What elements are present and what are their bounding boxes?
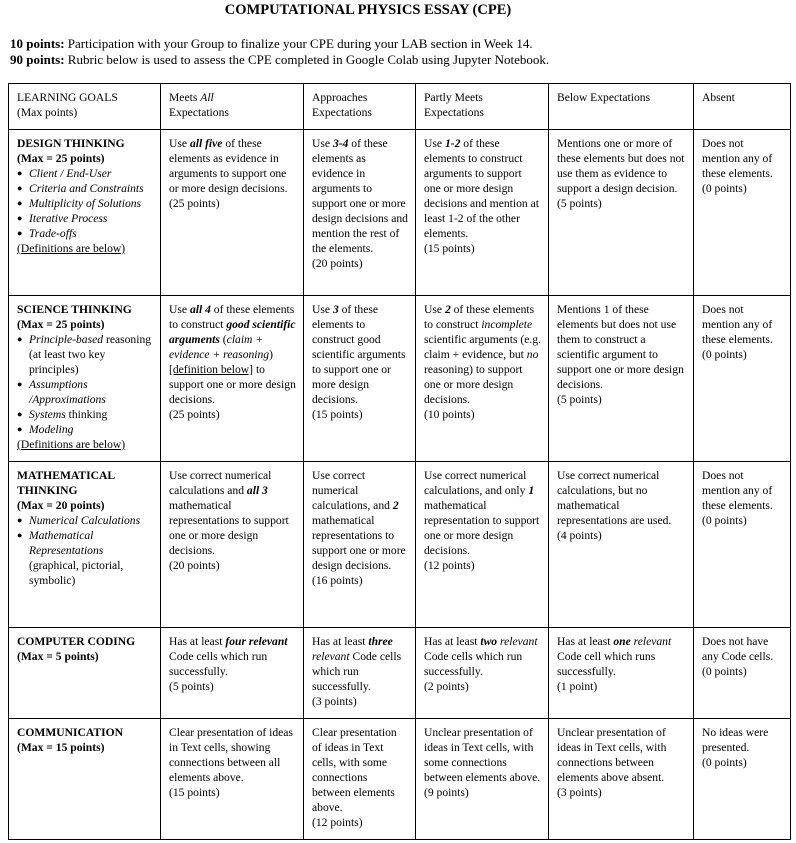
intro-line-rubric <box>10 52 549 68</box>
header-absent: Absent <box>694 84 791 130</box>
cell-design-partly: Use 1-2 of these elements to construct arguments to support one or more design decisions and mention at least 1-2 of the other elements. (15 points) <box>416 130 549 296</box>
intro-line-participation <box>10 36 533 52</box>
cell-science-below: Mentions 1 of these elements but does not use them to construct a scientific argument to support one or more design decisions. (5 points) <box>549 296 694 462</box>
cell-coding-partly: Has at least two relevant Code cells which run successfully. (2 points) <box>416 628 549 719</box>
cell-coding-absent: Does not have any Code cells. (0 points) <box>694 628 791 719</box>
cell-coding-approaches: Has at least three relevant Code cells which run successfully. (3 points) <box>304 628 416 719</box>
intro-points-label: 90 points: <box>10 52 65 67</box>
header-below: Below Expectations <box>549 84 694 130</box>
list-item: ● Numerical Calculations <box>17 513 153 528</box>
cell-communication-absent: No ideas were presented. (0 points) <box>694 719 791 840</box>
goal-design-thinking: DESIGN THINKING (Max = 25 points) ● Client / End-User ● Criteria and Constraints ● Multiplicity of Solutions ● Iterative Process ● Trade-offs (Definitions are below) <box>9 130 161 296</box>
list-item: ● Multiplicity of Solutions <box>17 196 153 211</box>
cell-science-approaches: Use 3 of these elements to construct good scientific arguments to support one or more design decisions. (15 points) <box>304 296 416 462</box>
row-communication <box>9 719 791 840</box>
cell-math-approaches: Use correct numerical calculations, and 2 mathematical representations to support one or more design decisions. (16 points) <box>304 462 416 628</box>
cell-communication-approaches: Clear presentation of ideas in Text cells, with some connections between elements above. (12 points) <box>304 719 416 840</box>
cell-design-approaches: Use 3-4 of these elements as evidence in arguments to support one or more design decisions and mention the rest of the elements. (20 points) <box>304 130 416 296</box>
header-approaches: Approaches Expectations <box>304 84 416 130</box>
list-item: ● Systems thinking <box>17 407 153 422</box>
cell-communication-meets: Clear presentation of ideas in Text cells, showing connections between all elements above. (15 points) <box>161 719 304 840</box>
goal-mathematical-thinking: MATHEMATICAL THINKING (Max = 20 points) ● Numerical Calculations ● Mathematical Representations (graphical, pictorial, symbolic) <box>9 462 161 628</box>
math-elements-list <box>17 513 153 588</box>
cell-science-partly: Use 2 of these elements to construct incomplete scientific arguments (e.g. claim + evidence, but no reasoning) to support one or more design decisions. (10 points) <box>416 296 549 462</box>
design-elements-list <box>17 166 153 241</box>
list-item: ● Modeling <box>17 422 153 437</box>
definitions-note: (Definitions are below) <box>17 438 126 451</box>
cell-design-below: Mentions one or more of these elements but does not use them as evidence to support a design decision. (5 points) <box>549 130 694 296</box>
cell-design-absent: Does not mention any of these elements. (0 points) <box>694 130 791 296</box>
header-meets-all: Meets All Expectations <box>161 84 304 130</box>
list-item: ● Principle-based reasoning (at least two key principles) <box>17 332 153 377</box>
row-science-thinking <box>9 296 791 462</box>
row-mathematical-thinking <box>9 462 791 628</box>
cell-communication-below: Unclear presentation of ideas in Text cells, with connections between elements above absent. (3 points) <box>549 719 694 840</box>
cell-math-below: Use correct numerical calculations, but no mathematical representations are used. (4 points) <box>549 462 694 628</box>
document-title: COMPUTATIONAL PHYSICS ESSAY (CPE) <box>224 2 512 18</box>
list-item: ● Trade-offs <box>17 226 153 241</box>
header-learning-goals: LEARNING GOALS (Max points) <box>9 84 161 130</box>
list-item: ● Iterative Process <box>17 211 153 226</box>
definitions-note: (Definitions are below) <box>17 242 126 255</box>
list-item: ● Mathematical Representations (graphical, pictorial, symbolic) <box>17 528 153 588</box>
list-item: ● Assumptions /Approximations <box>17 377 153 407</box>
cell-coding-below: Has at least one relevant Code cell which runs successfully. (1 point) <box>549 628 694 719</box>
cell-communication-partly: Unclear presentation of ideas in Text cells, with some connections between elements above. (9 points) <box>416 719 549 840</box>
intro-points-label: 10 points: <box>10 36 65 51</box>
intro-text: Participation with your Group to finalize your CPE during your LAB section in Week 14. <box>64 36 533 51</box>
science-elements-list <box>17 332 153 437</box>
row-design-thinking <box>9 130 791 296</box>
cell-math-meets: Use correct numerical calculations and all 3 mathematical representations to support one or more design decisions. (20 points) <box>161 462 304 628</box>
cell-math-absent: Does not mention any of these elements. (0 points) <box>694 462 791 628</box>
cell-science-absent: Does not mention any of these elements. (0 points) <box>694 296 791 462</box>
rubric-table <box>8 83 791 840</box>
goal-computer-coding: COMPUTER CODING (Max = 5 points) <box>9 628 161 719</box>
cell-design-meets: Use all five of these elements as evidence in arguments to support one or more design decisions. (25 points) <box>161 130 304 296</box>
list-item: ● Client / End-User <box>17 166 153 181</box>
intro-text: Rubric below is used to assess the CPE completed in Google Colab using Jupyter Notebook. <box>64 52 550 67</box>
row-computer-coding <box>9 628 791 719</box>
cell-math-partly: Use correct numerical calculations, and only 1 mathematical representation to support one or more design decisions. (12 points) <box>416 462 549 628</box>
header-row <box>9 84 791 130</box>
cell-science-meets: Use all 4 of these elements to construct good scientific arguments (claim + evidence + reasoning) [definition below] to support one or more design decisions. (25 points) <box>161 296 304 462</box>
cell-coding-meets: Has at least four relevant Code cells which run successfully. (5 points) <box>161 628 304 719</box>
header-partly-meets: Partly Meets Expectations <box>416 84 549 130</box>
goal-science-thinking: SCIENCE THINKING (Max = 25 points) ● Principle-based reasoning (at least two key principles) ● Assumptions /Approximations ● Systems thinking ● Modeling (Definitions are below) <box>9 296 161 462</box>
goal-communication: COMMUNICATION (Max = 15 points) <box>9 719 161 840</box>
list-item: ● Criteria and Constraints <box>17 181 153 196</box>
